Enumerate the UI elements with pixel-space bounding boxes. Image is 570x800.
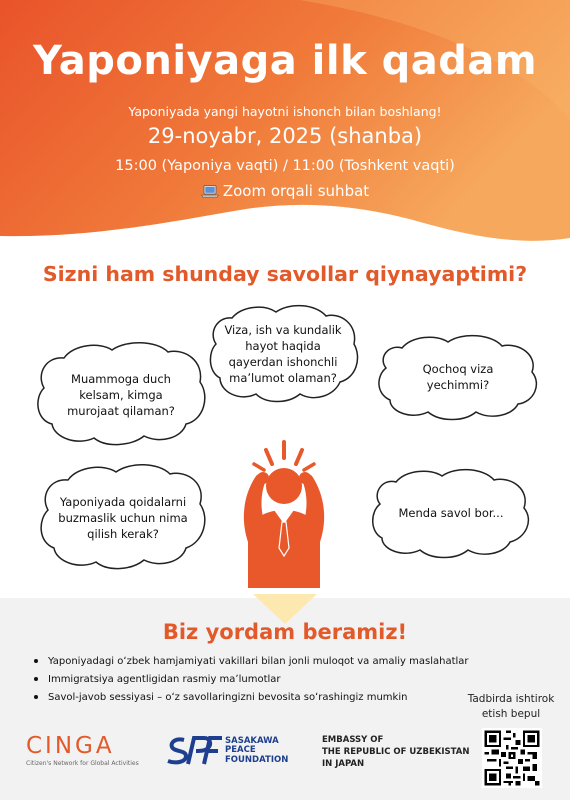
question-cloud [208, 304, 358, 404]
stressed-person-icon [226, 438, 342, 590]
free-participation-note: Tadbirda ishtirok etish bepul [467, 693, 555, 720]
question-cloud [376, 334, 540, 420]
question-text: Muammoga duch kelsam, kimga murojaat qilaman? [67, 372, 175, 418]
question-text: Qochoq viza yechimmi? [422, 362, 494, 392]
question-cloud [38, 462, 208, 574]
question-text: Viza, ish va kundalik hayot haqida qayerdan ishonchli maʼlumot olaman? [224, 323, 342, 385]
spf-name: SASAKAWA PEACE FOUNDATION [225, 735, 289, 765]
page-title: Yaponiyaga ilk qadam [32, 38, 538, 84]
spf-logo [166, 734, 288, 768]
question-cloud [34, 340, 208, 450]
question-text: Yaponiyada qoidalarni buzmaslik uchun nima qilish kerak? [58, 495, 188, 541]
list-item: Savol-javob sessiyasi – oʻz savollaringizni bevosita soʻrashingiz mumkin [30, 690, 470, 705]
cinga-tagline: Citizen's Network for Global Activities [26, 760, 139, 767]
list-item: Immigratsiya agentligidan rasmiy maʼlumotlar [30, 672, 470, 687]
embassy-logo: EMBASSY OF THE REPUBLIC OF UZBEKISTAN IN JAPAN [322, 735, 470, 769]
questions-heading: Sizni ham shunday savollar qiynayaptimi? [42, 262, 528, 286]
event-location [0, 182, 570, 202]
list-item: Yaponiyadagi oʻzbek hamjamiyati vakillari bilan jonli muloqot va amaliy maslahatlar [30, 654, 470, 669]
laptop-icon [201, 184, 219, 202]
event-date: 29-noyabr, 2025 (shanba) [147, 124, 423, 148]
qr-code-icon[interactable] [482, 728, 542, 788]
question-cloud [370, 468, 532, 558]
zoom-label: Zoom orqali suhbat [222, 182, 370, 200]
cinga-logo [26, 733, 139, 767]
event-time: 15:00 (Yaponiya vaqti) / 11:00 (Toshkent vaqti) [115, 158, 455, 174]
subtitle: Yaponiyada yangi hayotni ishonch bilan boshlang! [128, 104, 442, 119]
question-text: Menda savol bor... [398, 506, 504, 520]
spf-mark-icon [166, 734, 222, 768]
cinga-name: CINGA [26, 733, 115, 759]
bullet-icon [34, 677, 38, 681]
bullet-icon [34, 695, 38, 699]
bullet-icon [34, 659, 38, 663]
help-heading: Biz yordam beramiz! [162, 620, 408, 644]
help-list [30, 654, 470, 708]
